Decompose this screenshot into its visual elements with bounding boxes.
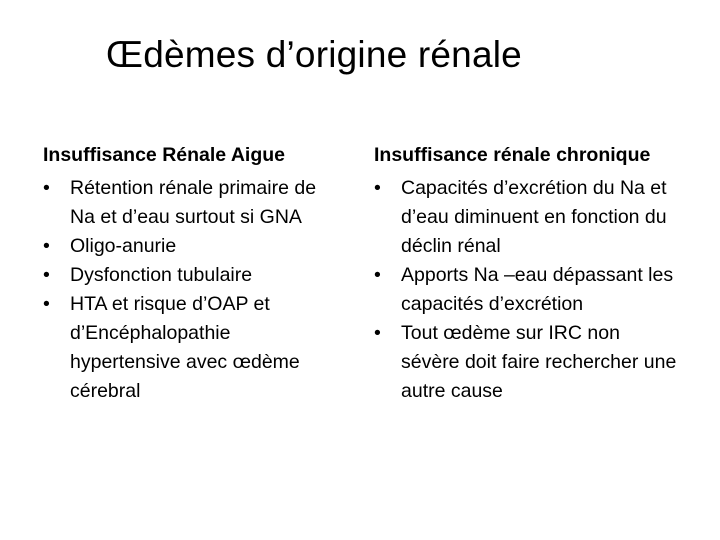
- list-item-text: Apports Na –eau dépassant les capacités d’excrétion: [401, 264, 674, 315]
- list-item-text: Dysfonction tubulaire: [70, 264, 253, 286]
- list-item-text: HTA et risque d’OAP et d’Encéphalopathie hypertensive avec œdème cérebral: [70, 293, 300, 402]
- left-column: [43, 140, 343, 406]
- right-column: [374, 140, 679, 406]
- bullet-icon: •: [374, 177, 381, 199]
- list-item: [43, 174, 343, 232]
- slide-title: Œdèmes d’origine rénale: [106, 34, 522, 75]
- list-item: [374, 174, 679, 261]
- bullet-icon: •: [374, 264, 381, 286]
- list-item-text: Capacités d’excrétion du Na et d’eau diminuent en fonction du déclin rénal: [401, 177, 667, 257]
- bullet-icon: •: [43, 264, 50, 286]
- bullet-icon: •: [43, 235, 50, 257]
- bullet-icon: •: [43, 293, 50, 315]
- right-column-heading: Insuffisance rénale chronique: [374, 144, 651, 166]
- right-bullet-list: [374, 174, 679, 406]
- bullet-icon: •: [374, 322, 381, 344]
- list-item: [374, 319, 679, 406]
- list-item: [43, 290, 343, 406]
- list-item: [374, 261, 679, 319]
- list-item: [43, 232, 343, 261]
- list-item-text: Rétention rénale primaire de Na et d’eau surtout si GNA: [70, 177, 317, 228]
- list-item-text: Oligo-anurie: [70, 235, 177, 257]
- list-item-text: Tout œdème sur IRC non sévère doit faire rechercher une autre cause: [401, 322, 677, 402]
- bullet-icon: •: [43, 177, 50, 199]
- left-column-heading: Insuffisance Rénale Aigue: [43, 144, 286, 166]
- list-item: [43, 261, 343, 290]
- left-bullet-list: [43, 174, 343, 406]
